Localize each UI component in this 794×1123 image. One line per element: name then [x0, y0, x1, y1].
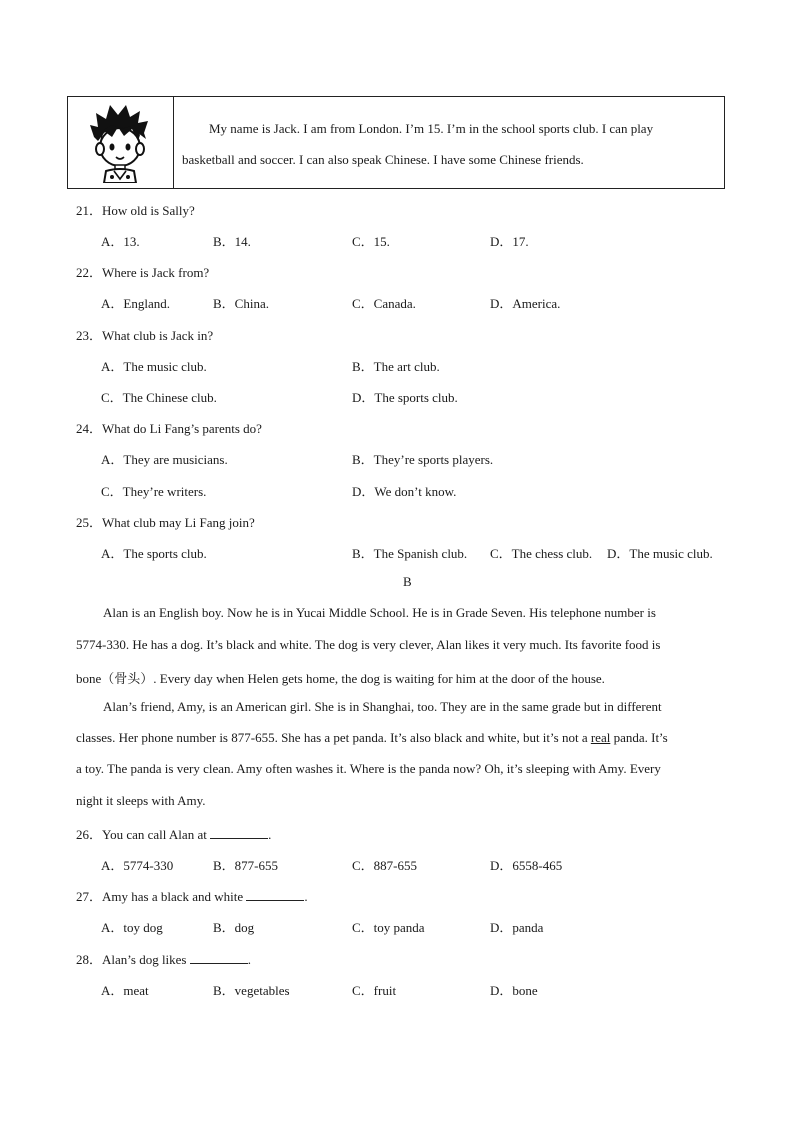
q28-option-a[interactable]: A．meat	[101, 983, 149, 998]
answer-blank[interactable]	[190, 953, 248, 964]
passage-p2-line-2	[76, 730, 668, 746]
question-26-end: .	[268, 827, 272, 842]
q26-option-c[interactable]: C．887-655	[352, 858, 418, 873]
passage-p1-line-1: Alan is an English boy. Now he is in Yucai Middle School. He is in Grade Seven. His telephone number is	[103, 605, 656, 620]
q27-option-c[interactable]: C．toy panda	[352, 920, 425, 935]
q22-option-b[interactable]: B．China.	[213, 296, 269, 311]
q25-option-a[interactable]: A．The sports club.	[101, 546, 207, 561]
underlined-word-real: real	[590, 730, 611, 745]
q27-option-d[interactable]: D．panda	[490, 920, 544, 935]
q23-option-b[interactable]: B．The art club.	[352, 359, 440, 374]
q27-option-a[interactable]: A．toy dog	[101, 920, 163, 935]
q27-option-b[interactable]: B．dog	[213, 920, 255, 935]
question-27-end: .	[304, 889, 308, 904]
q24-option-b[interactable]: B．They’re sports players.	[352, 452, 494, 467]
passage-p1-line-3: bone（骨头）. Every day when Helen gets home, the dog is waiting for him at the door of the house.	[76, 671, 605, 686]
q21-option-a[interactable]: A．13.	[101, 234, 140, 249]
q28-option-b[interactable]: B．vegetables	[213, 983, 290, 998]
intro-line-1: My name is Jack. I am from London. I’m 15. I’m in the school sports club. I can play	[209, 121, 654, 136]
question-27-text: 27．Amy has a black and white	[76, 889, 244, 904]
q21-option-b[interactable]: B．14.	[213, 234, 251, 249]
passage-p2-line-3: a toy. The panda is very clean. Amy often washes it. Where is the panda now? Oh, it’s sleeping with Amy. Every	[76, 761, 661, 776]
q23-option-a[interactable]: A．The music club.	[101, 359, 207, 374]
question-23: 23．What club is Jack in?	[76, 328, 214, 343]
question-26	[76, 824, 271, 843]
intro-line-2: basketball and soccer. I can also speak Chinese. I have some Chinese friends.	[182, 152, 584, 167]
q28-option-c[interactable]: C．fruit	[352, 983, 397, 998]
q22-option-a[interactable]: A．England.	[101, 296, 170, 311]
q21-option-d[interactable]: D．17.	[490, 234, 529, 249]
section-b-title: B	[403, 574, 412, 589]
passage-p2-line-4: night it sleeps with Amy.	[76, 793, 206, 808]
answer-blank[interactable]	[210, 828, 268, 839]
q22-option-d[interactable]: D．America.	[490, 296, 561, 311]
q22-option-c[interactable]: C．Canada.	[352, 296, 416, 311]
passage-p2-line-2-text: classes. Her phone number is 877-655. She has a pet panda. It’s also black and white, but it’s not a	[76, 730, 588, 745]
question-25: 25．What club may Li Fang join?	[76, 515, 255, 530]
q23-option-c[interactable]: C．The Chinese club.	[101, 390, 217, 405]
question-21: 21．How old is Sally?	[76, 203, 195, 218]
intro-box	[67, 96, 725, 189]
q28-option-d[interactable]: D．bone	[490, 983, 538, 998]
q24-option-d[interactable]: D．We don’t know.	[352, 484, 457, 499]
box-divider	[173, 97, 174, 188]
boy-avatar-icon	[88, 103, 152, 183]
question-22: 22．Where is Jack from?	[76, 265, 210, 280]
q25-option-b[interactable]: B．The Spanish club.	[352, 546, 468, 561]
question-26-text: 26．You can call Alan at	[76, 827, 207, 842]
question-28-end: .	[247, 952, 251, 967]
answer-blank[interactable]	[246, 890, 304, 901]
q26-option-b[interactable]: B．877-655	[213, 858, 279, 873]
q24-option-c[interactable]: C．They’re writers.	[101, 484, 207, 499]
q23-option-d[interactable]: D．The sports club.	[352, 390, 458, 405]
question-27	[76, 886, 308, 905]
q24-option-a[interactable]: A．They are musicians.	[101, 452, 228, 467]
question-28	[76, 949, 251, 968]
q26-option-a[interactable]: A．5774-330	[101, 858, 174, 873]
q26-option-d[interactable]: D．6558-465	[490, 858, 563, 873]
q25-option-c[interactable]: C．The chess club.	[490, 546, 593, 561]
q21-option-c[interactable]: C．15.	[352, 234, 390, 249]
passage-p2-line-1: Alan’s friend, Amy, is an American girl. She is in Shanghai, too. They are in the same grade but in different	[103, 699, 662, 714]
question-24: 24．What do Li Fang’s parents do?	[76, 421, 262, 436]
passage-p2-line-2-end: panda. It’s	[610, 730, 668, 745]
passage-p1-line-2: 5774-330. He has a dog. It’s black and white. The dog is very clever, Alan likes it very much. Its favorite food is	[76, 637, 661, 652]
q25-option-d[interactable]: D．The music club.	[607, 546, 713, 561]
question-28-text: 28．Alan’s dog likes	[76, 952, 187, 967]
